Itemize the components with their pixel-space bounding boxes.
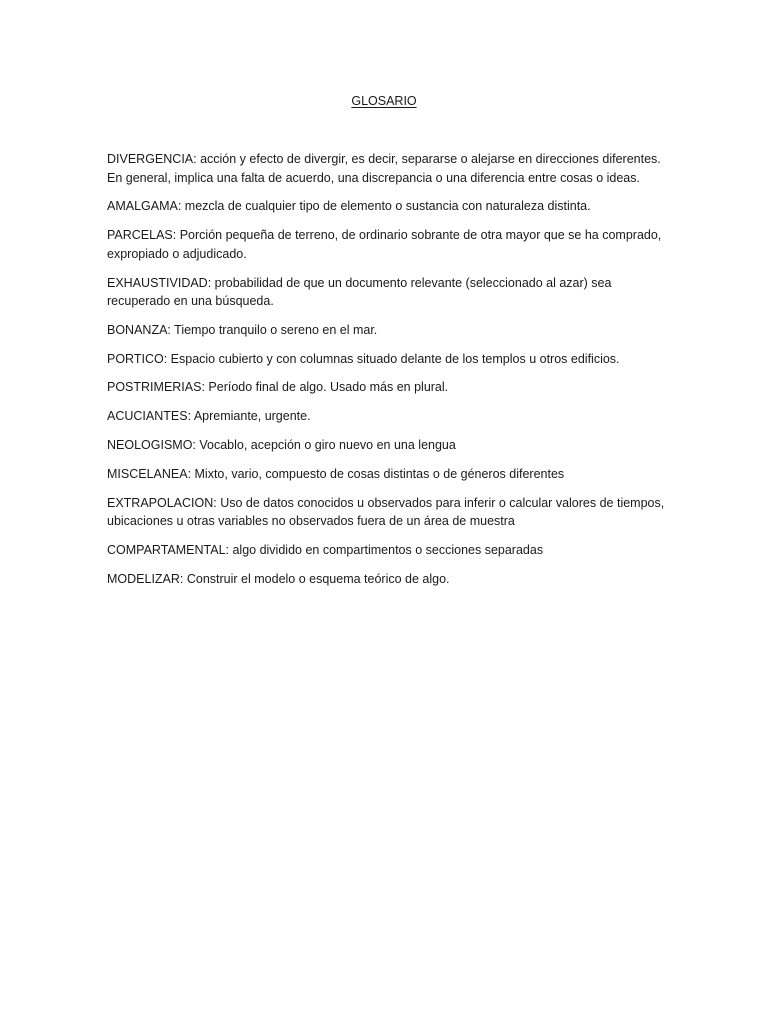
document-title: GLOSARIO	[351, 94, 417, 108]
glossary-list	[107, 150, 667, 599]
glossary-entry-portico: PORTICO: Espacio cubierto y con columnas situado delante de los templos u otros edificios.	[107, 351, 620, 366]
glossary-entry-parcelas: PARCELAS: Porción pequeña de terreno, de ordinario sobrante de otra mayor que se ha comprado, expropiado o adjudicado.	[107, 228, 662, 261]
glossary-entry-exhaustividad: EXHAUSTIVIDAD: probabilidad de que un documento relevante (seleccionado al azar) sea recuperado en una búsqueda.	[107, 275, 612, 309]
glossary-entry-bonanza: BONANZA: Tiempo tranquilo o sereno en el mar.	[107, 322, 378, 337]
glossary-entry-acuciantes: ACUCIANTES: Apremiante, urgente.	[107, 409, 311, 424]
glossary-entry-divergencia: DIVERGENCIA: acción y efecto de divergir, es decir, separarse o alejarse en direcciones diferentes. En general, implica una falta de acuerdo, una discrepancia o una diferencia entre cosas o ideas.	[107, 152, 661, 185]
glossary-entry-extrapolacion: EXTRAPOLACION: Uso de datos conocidos u observados para inferir o calcular valores de tiempos, ubicaciones u otras variables no observados fuera de un área de muestra	[107, 495, 665, 529]
glossary-entry-amalgama: AMALGAMA: mezcla de cualquier tipo de elemento o sustancia con naturaleza distinta.	[107, 199, 591, 214]
glossary-entry-compartamental: COMPARTAMENTAL: algo dividido en compartimentos o secciones separadas	[107, 542, 544, 557]
glossary-entry-neologismo: NEOLOGISMO: Vocablo, acepción o giro nuevo en una lengua	[107, 438, 456, 453]
glossary-entry-miscelanea: MISCELANEA: Mixto, vario, compuesto de cosas distintas o de géneros diferentes	[107, 466, 565, 481]
glossary-entry-modelizar: MODELIZAR: Construir el modelo o esquema teórico de algo.	[107, 571, 450, 586]
glossary-entry-postrimerias: POSTRIMERIAS: Período final de algo. Usado más en plural.	[107, 380, 449, 395]
